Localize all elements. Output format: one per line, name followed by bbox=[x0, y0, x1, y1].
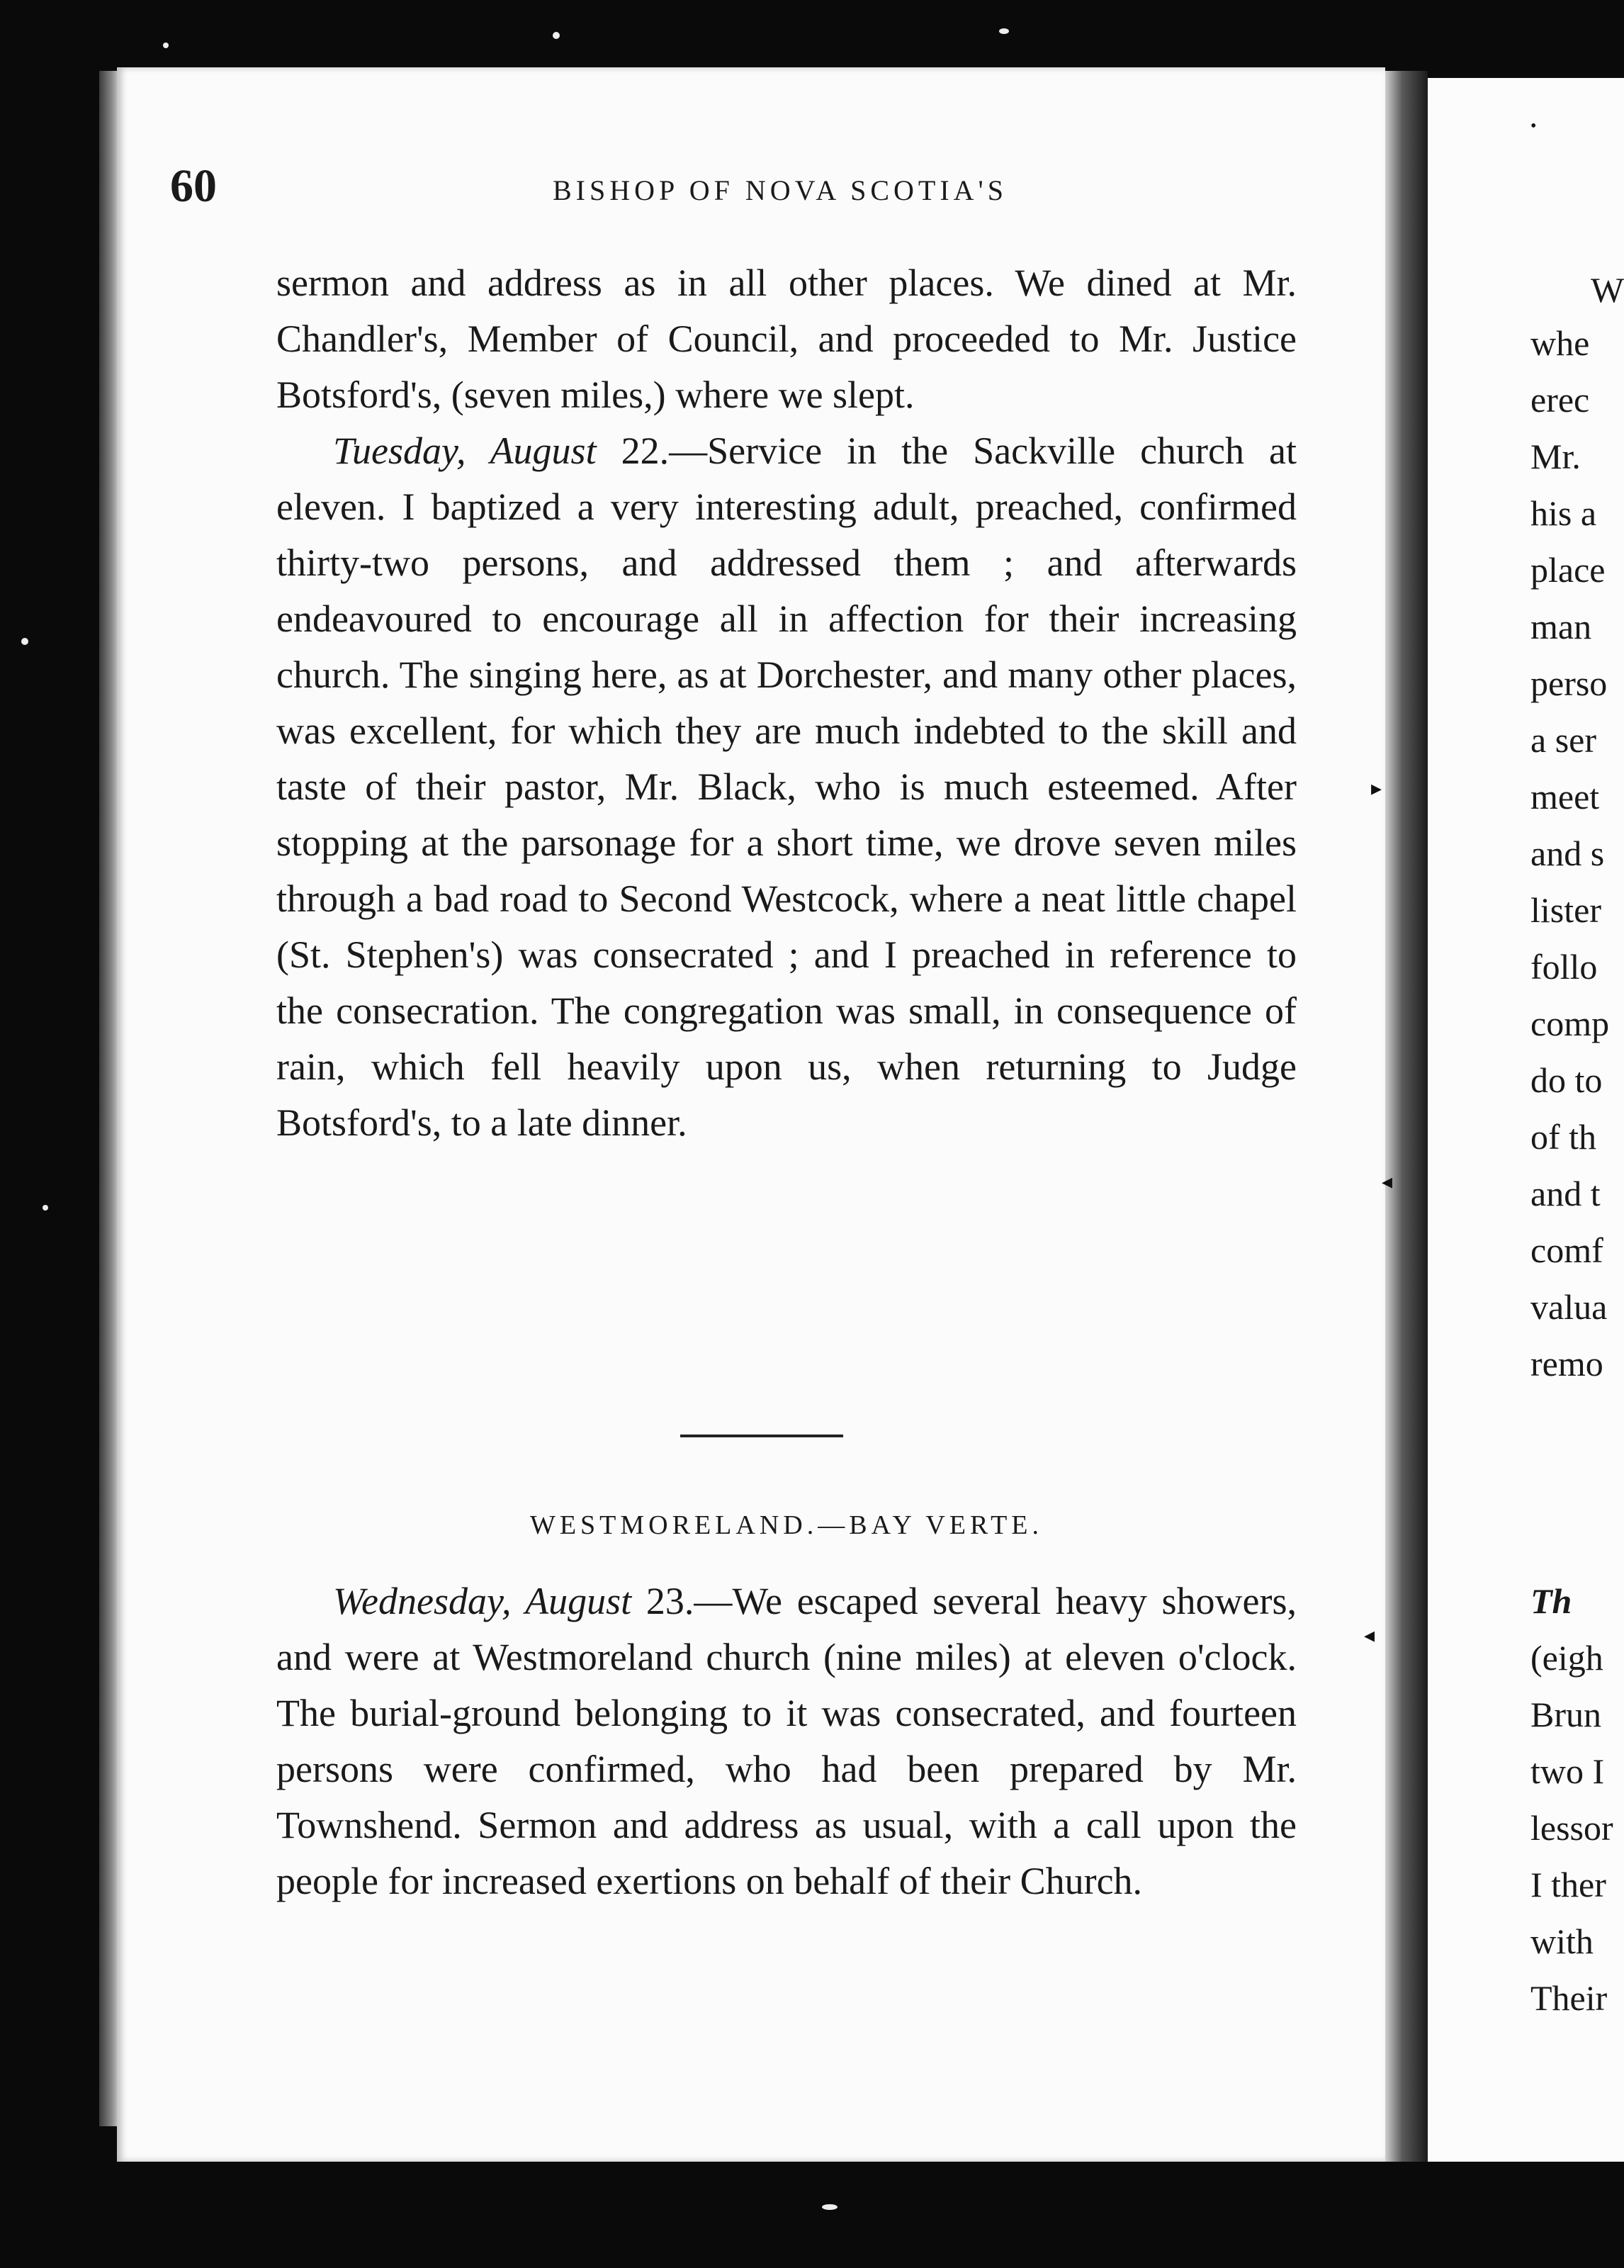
right-fragment: and s bbox=[1530, 833, 1605, 873]
right-fragment: Their bbox=[1530, 1978, 1608, 2018]
scan-speck bbox=[21, 638, 28, 645]
paragraph-2-text: 22.—Service in the Sackville church at eleven. I baptized a very interesting adult, preached, confirmed thirty-two persons, and addressed them ; and afterwards endeavoured to encourage all in affection for their increasing church. The singing here, as at Dorchester, and many other places, was excellent, for which they are much indebted to the skill and taste of their pastor, Mr. Black, who is much esteemed. After stopping at the parsonage for a short time, we drove seven miles through a bad road to Second Westcock, where a neat little chapel (St. Stephen's) was consecrated ; and I preached in reference to the consecration. The congregation was small, in consequence of rain, which fell heavily upon us, when returning to Judge Botsford's, to a late dinner. bbox=[276, 430, 1297, 1144]
paragraph-3-text: 23.—We escaped several heavy showers, and were at Westmoreland church (nine miles) at eleven o'clock. The burial-ground belonging to it was consecrated, and fourteen persons were confirmed, who had been prepared by Mr. Townshend. Sermon and address as usual, with a call upon the people for increased exertions on behalf of their Church. bbox=[276, 1580, 1297, 1902]
paragraph-1: sermon and address as in all other places. We dined at Mr. Chandler's, Member of Council, and proceeded to Mr. Justice Botsford's, (seven miles,) where we slept. bbox=[276, 262, 1297, 416]
margin-mark: • bbox=[1530, 117, 1537, 135]
section-heading: WESTMORELAND.—BAY VERTE. bbox=[529, 1510, 1044, 1540]
right-fragment: comf bbox=[1530, 1230, 1603, 1270]
running-head-title: BISHOP OF NOVA SCOTIA'S bbox=[553, 174, 1008, 206]
margin-mark: ◂ bbox=[1364, 1624, 1375, 1647]
right-fragment: valua bbox=[1530, 1287, 1608, 1327]
margin-mark: ▸ bbox=[1371, 777, 1382, 800]
right-fragment: a ser bbox=[1530, 720, 1596, 760]
right-fragment: I ther bbox=[1530, 1865, 1606, 1904]
right-fragment: Th bbox=[1530, 1581, 1572, 1621]
right-fragment: do to bbox=[1530, 1060, 1603, 1100]
running-head bbox=[0, 159, 1624, 216]
right-fragment: place bbox=[1530, 550, 1606, 590]
right-fragment: perso bbox=[1530, 663, 1608, 703]
right-fragment: his a bbox=[1530, 493, 1597, 533]
right-fragment: two I bbox=[1530, 1751, 1605, 1791]
right-fragment: man bbox=[1530, 607, 1592, 646]
scan-speck bbox=[163, 43, 169, 48]
right-fragment: Brun bbox=[1530, 1695, 1601, 1734]
right-fragment: meet bbox=[1530, 777, 1600, 816]
scan-speck bbox=[43, 1205, 48, 1211]
section-divider-rule bbox=[680, 1435, 843, 1437]
scan-speck bbox=[822, 2204, 838, 2210]
right-fragment: Mr. bbox=[1530, 437, 1581, 476]
right-fragment: and t bbox=[1530, 1174, 1601, 1213]
paragraph-2 bbox=[276, 423, 1297, 1151]
right-fragment: lister bbox=[1530, 890, 1601, 930]
paragraph-2-date: Tuesday, August bbox=[333, 430, 597, 472]
right-fragment: of th bbox=[1530, 1117, 1597, 1157]
body-text-upper bbox=[276, 255, 1297, 1151]
margin-mark: ◂ bbox=[1382, 1170, 1393, 1194]
right-fragment: remo bbox=[1530, 1344, 1603, 1383]
right-fragment: W bbox=[1591, 270, 1624, 310]
right-fragment: (eigh bbox=[1530, 1638, 1603, 1678]
book-gutter bbox=[1385, 71, 1428, 2162]
paragraph-3-date: Wednesday, August bbox=[333, 1580, 632, 1622]
scan-speck bbox=[999, 28, 1009, 34]
right-fragment: follo bbox=[1530, 947, 1598, 987]
right-fragment: comp bbox=[1530, 1004, 1610, 1043]
right-fragment: with bbox=[1530, 1921, 1594, 1961]
body-text-lower bbox=[276, 1573, 1297, 1909]
right-fragment: lessor bbox=[1530, 1808, 1613, 1848]
right-fragment: whe bbox=[1530, 323, 1590, 363]
right-fragment: erec bbox=[1530, 380, 1590, 420]
paragraph-3 bbox=[276, 1573, 1297, 1909]
page-number: 60 bbox=[170, 160, 217, 212]
scan-speck bbox=[553, 32, 560, 39]
